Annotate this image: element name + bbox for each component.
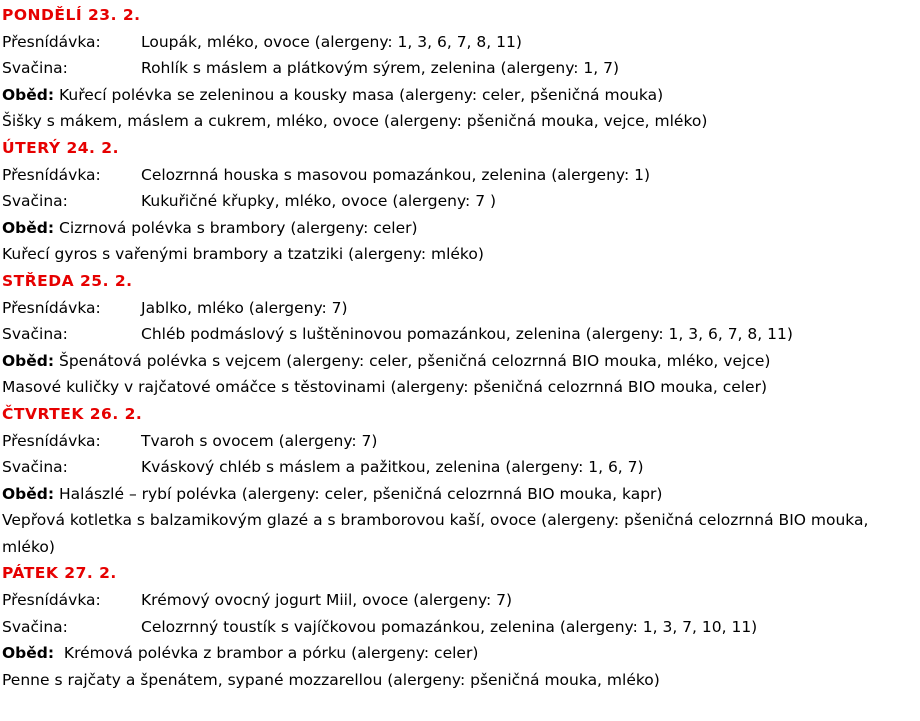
lunch-soup-row xyxy=(2,640,920,667)
snack2-label: Svačina: xyxy=(2,617,68,636)
lunch-label: Oběd: xyxy=(2,484,55,503)
lunch-soup-row xyxy=(2,348,920,375)
snack2-label: Svačina: xyxy=(2,192,68,211)
snack2-row xyxy=(2,188,920,215)
day-heading: ÚTERÝ 24. 2. xyxy=(2,138,119,157)
lunch-label: Oběd: xyxy=(2,218,55,237)
lunch-soup-text: Špenátová polévka s vejcem (alergeny: celer, pšeničná celozrnná BIO mouka, mléko, vejce) xyxy=(54,351,771,370)
lunch-soup-text: Krémová polévka z brambor a pórku (alergeny: celer) xyxy=(54,644,479,663)
lunch-main-row: Kuřecí gyros s vařenými brambory a tzatziki (alergeny: mléko) xyxy=(2,245,484,264)
snack1-label: Přesnídávka: xyxy=(2,431,101,450)
snack1-text: Celozrnná houska s masovou pomazánkou, zelenina (alergeny: 1) xyxy=(141,165,651,184)
day-block xyxy=(2,401,920,561)
snack1-label: Přesnídávka: xyxy=(2,165,101,184)
snack2-label: Svačina: xyxy=(2,59,68,78)
snack2-row xyxy=(2,614,920,641)
lunch-label: Oběd: xyxy=(2,351,55,370)
snack1-label: Přesnídávka: xyxy=(2,591,101,610)
lunch-main-row: Masové kuličky v rajčatové omáčce s těstovinami (alergeny: pšeničná celozrnná BIO mouka, celer) xyxy=(2,378,768,397)
day-heading: ČTVRTEK 26. 2. xyxy=(2,404,143,423)
snack2-row xyxy=(2,454,920,481)
snack2-text: Kukuřičné křupky, mléko, ovoce (alergeny: 7 ) xyxy=(141,192,497,211)
snack2-text: Kváskový chléb s máslem a pažitkou, zelenina (alergeny: 1, 6, 7) xyxy=(141,458,644,477)
lunch-main-row: Vepřová kotletka s balzamikovým glazé a s bramborovou kaší, ovoce (alergeny: pšeničná celozrnná BIO mouka, mléko) xyxy=(2,511,869,556)
day-block xyxy=(2,560,920,693)
lunch-soup-text: Halászlé – rybí polévka (alergeny: celer, pšeničná celozrnná BIO mouka, kapr) xyxy=(54,484,663,503)
snack1-row xyxy=(2,587,920,614)
day-heading: PÁTEK 27. 2. xyxy=(2,564,117,583)
lunch-soup-row xyxy=(2,215,920,242)
snack2-text: Rohlík s máslem a plátkovým sýrem, zelenina (alergeny: 1, 7) xyxy=(141,59,620,78)
lunch-soup-text: Cizrnová polévka s brambory (alergeny: celer) xyxy=(54,218,418,237)
snack1-row xyxy=(2,295,920,322)
snack1-text: Jablko, mléko (alergeny: 7) xyxy=(141,298,348,317)
snack1-text: Tvaroh s ovocem (alergeny: 7) xyxy=(141,431,378,450)
day-heading: PONDĚLÍ 23. 2. xyxy=(2,6,141,24)
snack1-row xyxy=(2,428,920,455)
lunch-label: Oběd: xyxy=(2,85,55,104)
day-block xyxy=(2,135,920,268)
snack2-row xyxy=(2,55,920,82)
day-block xyxy=(2,268,920,401)
snack1-row xyxy=(2,29,920,56)
lunch-label: Oběd: xyxy=(2,644,55,663)
snack1-label: Přesnídávka: xyxy=(2,298,101,317)
snack1-text: Loupák, mléko, ovoce (alergeny: 1, 3, 6, 7, 8, 11) xyxy=(141,32,522,51)
day-block xyxy=(2,2,920,135)
snack2-row xyxy=(2,321,920,348)
lunch-soup-text: Kuřecí polévka se zeleninou a kousky masa (alergeny: celer, pšeničná mouka) xyxy=(54,85,664,104)
lunch-soup-row xyxy=(2,481,920,508)
lunch-soup-row xyxy=(2,82,920,109)
snack2-label: Svačina: xyxy=(2,458,68,477)
snack2-label: Svačina: xyxy=(2,325,68,344)
snack1-text: Krémový ovocný jogurt Miil, ovoce (alergeny: 7) xyxy=(141,591,513,610)
lunch-main-row: Šišky s mákem, máslem a cukrem, mléko, ovoce (alergeny: pšeničná mouka, vejce, mléko) xyxy=(2,112,708,131)
snack1-row xyxy=(2,162,920,189)
day-heading: STŘEDA 25. 2. xyxy=(2,271,133,290)
snack2-text: Celozrnný toustík s vajíčkovou pomazánkou, zelenina (alergeny: 1, 3, 7, 10, 11) xyxy=(141,617,758,636)
lunch-main-row: Penne s rajčaty a špenátem, sypané mozzarellou (alergeny: pšeničná mouka, mléko) xyxy=(2,670,660,689)
snack1-label: Přesnídávka: xyxy=(2,32,101,51)
snack2-text: Chléb podmáslový s luštěninovou pomazánkou, zelenina (alergeny: 1, 3, 6, 7, 8, 11) xyxy=(141,325,793,344)
